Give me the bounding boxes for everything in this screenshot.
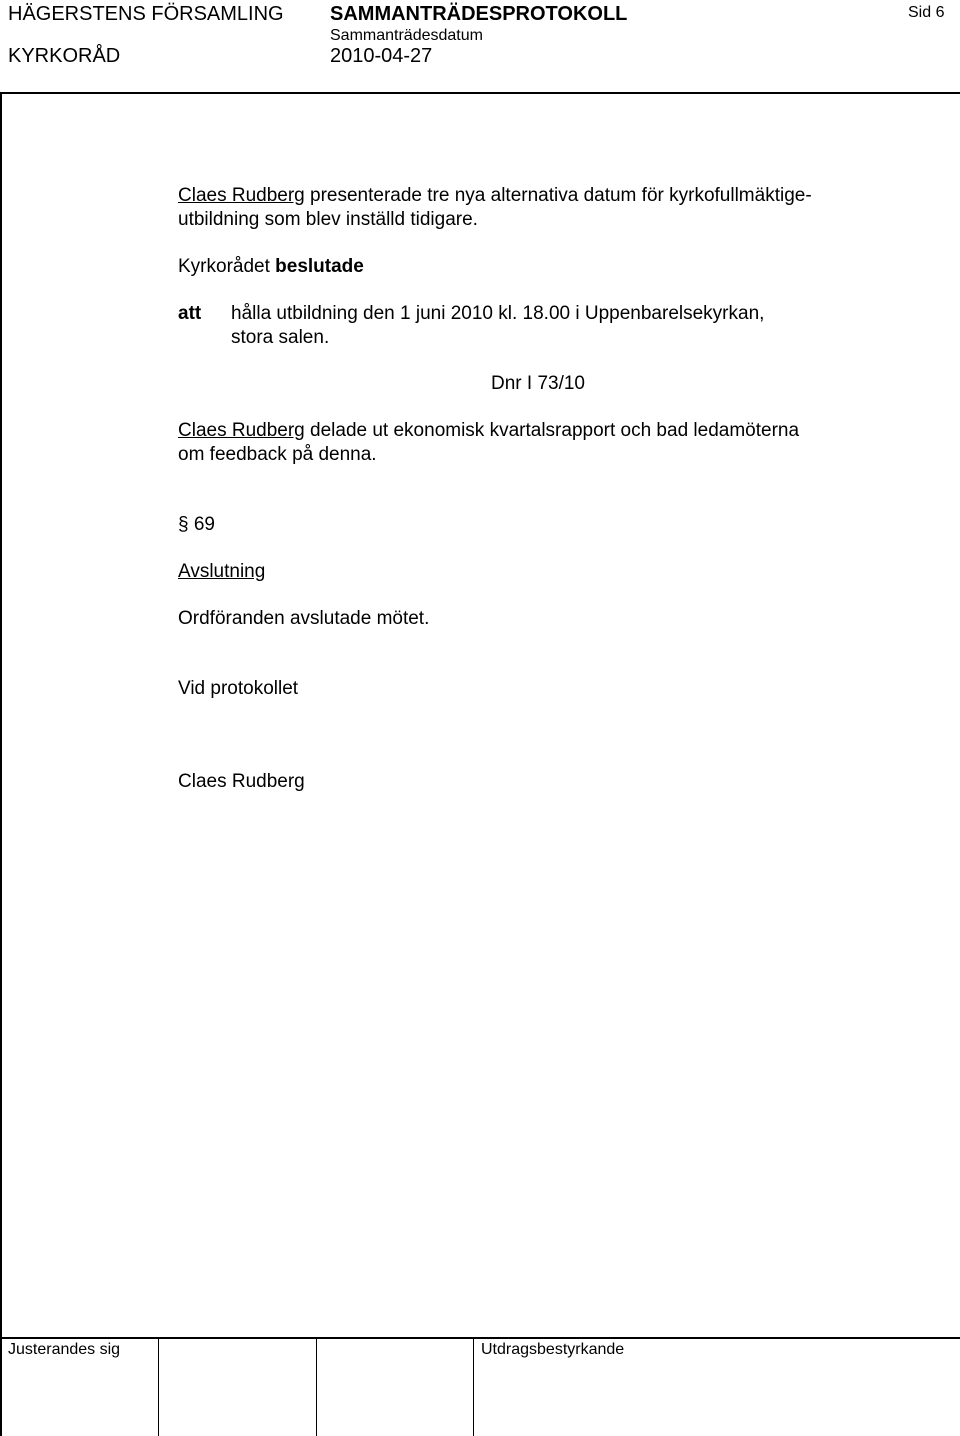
decision-att: att (178, 303, 202, 324)
item2-presenter: Claes Rudberg (178, 420, 305, 441)
organization-name: HÄGERSTENS FÖRSAMLING (8, 3, 284, 25)
frame-top-line (0, 92, 960, 94)
page-number: Sid 6 (908, 4, 945, 21)
section-text: Ordföranden avslutade mötet. (178, 608, 430, 629)
date-label: Sammanträdesdatum (330, 27, 483, 44)
decision-verb: beslutade (275, 256, 364, 277)
item1-paragraph-line1 (178, 184, 812, 208)
meeting-date: 2010-04-27 (330, 45, 433, 67)
footer-top-line (0, 1337, 960, 1339)
section-number: § 69 (178, 514, 215, 535)
item1-line1-text: presenterade tre nya alternativa datum för kyrkofullmäktige- (304, 185, 812, 206)
item2-line1-text: delade ut ekonomisk kvartalsrapport och bad ledamöterna (304, 420, 800, 441)
signature-label: Vid protokollet (178, 678, 299, 699)
item1-presenter: Claes Rudberg (178, 185, 305, 206)
frame-left-line (0, 92, 2, 1436)
document-title: SAMMANTRÄDESPROTOKOLL (330, 3, 628, 25)
decision-subject: Kyrkorådet (178, 256, 270, 277)
signature-name: Claes Rudberg (178, 771, 305, 792)
diary-number: Dnr I 73/10 (491, 373, 585, 394)
decision-line2: stora salen. (231, 327, 330, 348)
item1-paragraph-line2: utbildning som blev inställd tidigare. (178, 209, 478, 230)
footer-justerandes-sig: Justerandes sig (8, 1341, 121, 1358)
decision-line1: hålla utbildning den 1 juni 2010 kl. 18.00 i Uppenbarelsekyrkan, (231, 303, 765, 324)
board-name: KYRKORÅD (8, 45, 121, 67)
footer-utdragsbestyrkande: Utdragsbestyrkande (481, 1341, 625, 1358)
footer-divider-2 (316, 1337, 317, 1436)
decision-heading (178, 255, 364, 279)
item2-paragraph-line1 (178, 419, 799, 443)
item2-paragraph-line2: om feedback på denna. (178, 444, 377, 465)
section-heading: Avslutning (178, 561, 266, 582)
footer-divider-3 (473, 1337, 474, 1436)
footer-divider-1 (158, 1337, 159, 1436)
